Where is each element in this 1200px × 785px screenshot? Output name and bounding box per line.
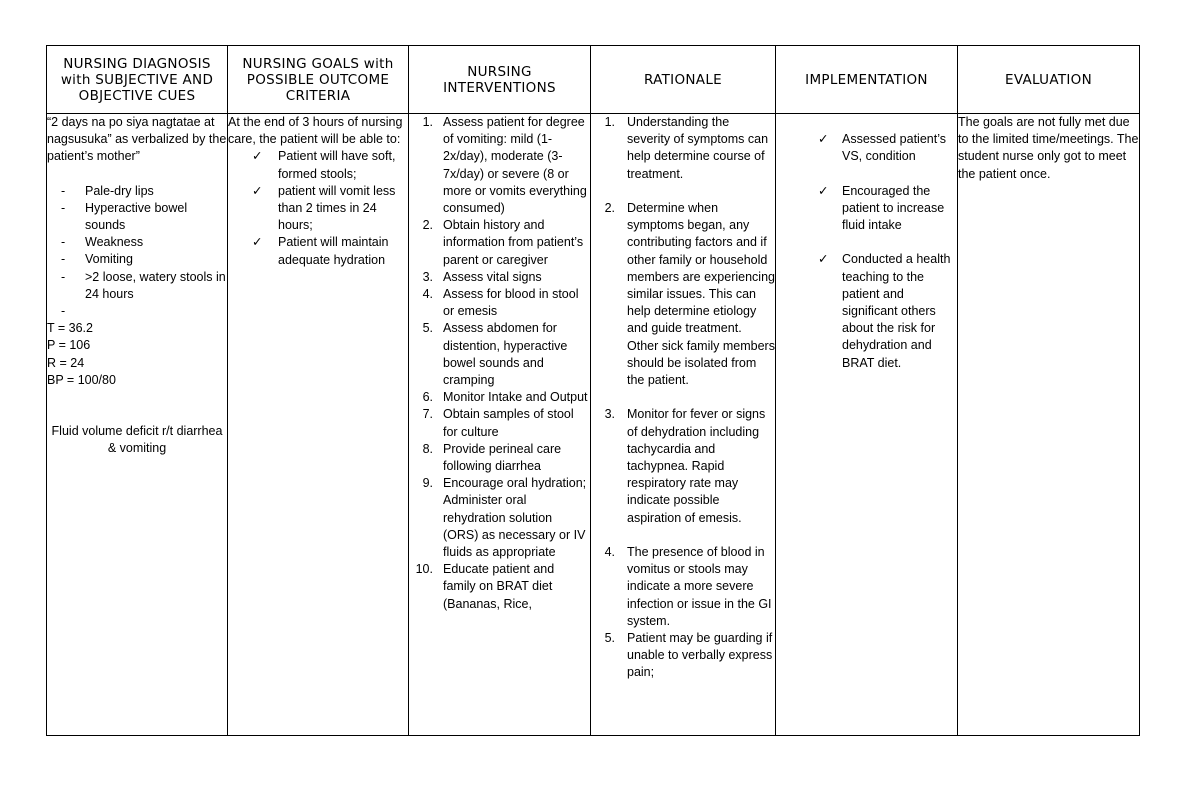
checkmark-icon: ✓ bbox=[252, 235, 263, 250]
checkmark-icon: ✓ bbox=[252, 149, 263, 164]
dash-mark: - bbox=[61, 252, 66, 267]
item-number: 6. bbox=[422, 390, 433, 405]
intervention-text: Assess vital signs bbox=[443, 269, 542, 284]
item-number: 1. bbox=[422, 115, 433, 129]
item-number: 3. bbox=[604, 407, 615, 422]
vital-respiration: R = 24 bbox=[47, 355, 85, 370]
objective-cue bbox=[85, 303, 227, 320]
interventions-list bbox=[409, 114, 590, 613]
rationale-text: Monitor for fever or signs of dehydration including tachycardia and tachypnea. Rapid respiratory rate may indicate possible aspiration of emesis. bbox=[627, 407, 766, 525]
list-item bbox=[409, 475, 590, 561]
list-item bbox=[47, 269, 227, 303]
list-item bbox=[252, 148, 408, 182]
rationale-list bbox=[591, 114, 775, 682]
checkmark-icon: ✓ bbox=[818, 183, 829, 198]
list-item bbox=[409, 269, 590, 286]
intervention-text: Assess abdomen for distention, hyperactive bowel sounds and cramping bbox=[443, 321, 568, 388]
list-item bbox=[47, 200, 227, 234]
implementation-text: Conducted a health teaching to the patient and significant others about the risk for dehydration and BRAT diet. bbox=[842, 252, 951, 370]
rationale-text: Determine when symptoms began, any contributing factors and if other family or household members are experiencing similar issues. This can help determine etiology and guide treatment. Other sick family members should be isolated from the patient. bbox=[627, 201, 775, 388]
list-item bbox=[47, 183, 227, 200]
item-number: 2. bbox=[422, 218, 433, 233]
checkmark-icon: ✓ bbox=[818, 252, 829, 267]
checkmark-icon: ✓ bbox=[818, 132, 829, 146]
goals-list bbox=[228, 148, 408, 268]
nursing-diagnosis: Fluid volume deficit r/t diarrhea & vomiting bbox=[51, 424, 223, 456]
intervention-text: Obtain samples of stool for culture bbox=[443, 407, 574, 439]
list-item bbox=[47, 303, 227, 320]
subjective-cue: “2 days na po siya nagtatae at nagsusuka” as verbalized by the patient’s mother” bbox=[47, 115, 227, 164]
content-row bbox=[47, 114, 1140, 736]
list-item bbox=[409, 114, 590, 217]
intervention-text: Assess patient for degree of vomiting: mild (1-2x/day), moderate (3-7x/day) or severe (8 or more or vomits everything consumed) bbox=[443, 115, 587, 216]
item-number: 5. bbox=[604, 631, 615, 646]
implementation-text: Assessed patient’s VS, condition bbox=[842, 132, 946, 164]
dash-mark: - bbox=[61, 269, 66, 284]
dash-mark: - bbox=[61, 304, 66, 319]
list-item bbox=[409, 286, 590, 320]
objective-cue: Pale-dry lips bbox=[85, 183, 154, 198]
goals-intro: At the end of 3 hours of nursing care, the patient will be able to: bbox=[228, 115, 403, 147]
rationale-text: Patient may be guarding if unable to verbally express pain; bbox=[627, 631, 773, 680]
item-number: 4. bbox=[604, 545, 615, 560]
evaluation-cell bbox=[958, 114, 1140, 736]
objective-cue: >2 loose, watery stools in 24 hours bbox=[85, 269, 226, 301]
vital-signs bbox=[47, 320, 227, 389]
intervention-text: Encourage oral hydration; Administer oral rehydration solution (ORS) as necessary or IV fluids as appropriate bbox=[443, 476, 587, 560]
header-row bbox=[47, 46, 1140, 114]
vital-pulse: P = 106 bbox=[47, 338, 91, 353]
intervention-text: Monitor Intake and Output bbox=[443, 390, 588, 405]
intervention-text: Assess for blood in stool or emesis bbox=[443, 287, 579, 319]
evaluation-text: The goals are not fully met due to the limited time/meetings. The student nurse only got to meet the patient once. bbox=[958, 115, 1139, 181]
item-number: 3. bbox=[422, 269, 433, 284]
checkmark-icon: ✓ bbox=[252, 183, 263, 198]
intervention-text: Provide perineal care following diarrhea bbox=[443, 441, 562, 474]
vital-blood-pressure: BP = 100/80 bbox=[47, 372, 116, 387]
list-item bbox=[591, 630, 775, 682]
objective-cue: Hyperactive bowel sounds bbox=[85, 200, 188, 233]
list-item bbox=[409, 441, 590, 475]
nursing-care-plan-table bbox=[46, 45, 1140, 736]
item-number: 8. bbox=[422, 441, 433, 456]
list-item bbox=[818, 183, 957, 235]
objective-cues-list bbox=[47, 183, 227, 321]
implementation-list bbox=[776, 131, 957, 372]
rationale-text: The presence of blood in vomitus or stools may indicate a more severe infection or issue in the GI system. bbox=[627, 545, 772, 628]
list-item bbox=[47, 234, 227, 251]
header-evaluation: EVALUATION bbox=[958, 46, 1140, 114]
list-item bbox=[47, 251, 227, 268]
list-item bbox=[818, 131, 957, 165]
list-item bbox=[591, 200, 775, 389]
implementation-cell bbox=[776, 114, 958, 736]
goal-text: patient will vomit less than 2 times in 24 hours; bbox=[278, 183, 396, 233]
header-rationale: RATIONALE bbox=[591, 46, 776, 114]
intervention-text: Educate patient and family on BRAT diet (Bananas, Rice, bbox=[443, 562, 555, 611]
list-item bbox=[409, 406, 590, 440]
vital-temperature: T = 36.2 bbox=[47, 321, 93, 336]
dash-mark: - bbox=[61, 235, 66, 250]
header-interventions: NURSING INTERVENTIONS bbox=[409, 46, 591, 114]
list-item bbox=[591, 544, 775, 630]
dash-mark: - bbox=[61, 183, 66, 198]
list-item bbox=[409, 320, 590, 389]
objective-cue: Weakness bbox=[85, 235, 144, 250]
item-number: 5. bbox=[422, 321, 433, 336]
rationale-cell bbox=[591, 114, 776, 736]
implementation-text: Encouraged the patient to increase fluid intake bbox=[842, 183, 945, 232]
interventions-cell bbox=[409, 114, 591, 736]
list-item bbox=[818, 251, 957, 371]
cues-cell bbox=[47, 114, 228, 736]
intervention-text: Obtain history and information from patient’s parent or caregiver bbox=[443, 218, 584, 267]
header-diagnosis: NURSING DIAGNOSIS with SUBJECTIVE AND OBJECTIVE CUES bbox=[47, 46, 228, 114]
list-item bbox=[409, 217, 590, 269]
item-number: 10. bbox=[415, 562, 433, 577]
item-number: 4. bbox=[422, 287, 433, 302]
list-item bbox=[591, 406, 775, 526]
goal-text: Patient will maintain adequate hydration bbox=[278, 235, 389, 267]
objective-cue: Vomiting bbox=[85, 252, 133, 267]
list-item bbox=[591, 114, 775, 183]
list-item bbox=[409, 389, 590, 406]
header-implementation: IMPLEMENTATION bbox=[776, 46, 958, 114]
item-number: 1. bbox=[604, 115, 615, 129]
item-number: 2. bbox=[604, 201, 615, 215]
item-number: 7. bbox=[422, 407, 433, 422]
rationale-text: Understanding the severity of symptoms can help determine course of treatment. bbox=[627, 115, 769, 181]
list-item bbox=[409, 561, 590, 613]
list-item bbox=[252, 183, 408, 235]
goals-cell bbox=[228, 114, 409, 736]
header-goals: NURSING GOALS with POSSIBLE OUTCOME CRITERIA bbox=[228, 46, 409, 114]
goal-text: Patient will have soft, formed stools; bbox=[278, 149, 396, 181]
list-item bbox=[252, 234, 408, 268]
item-number: 9. bbox=[422, 476, 433, 491]
dash-mark: - bbox=[61, 200, 66, 215]
